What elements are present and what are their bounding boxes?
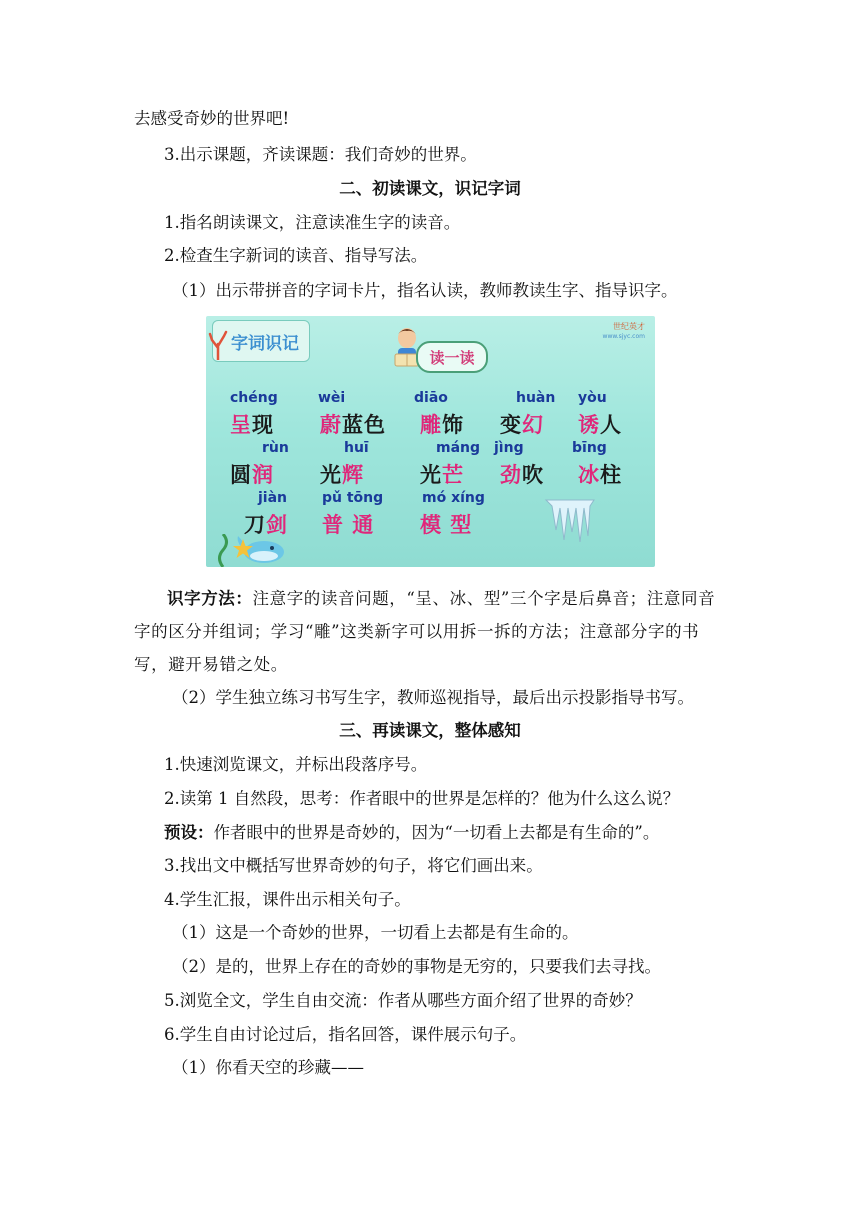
icicle-icon bbox=[544, 496, 596, 546]
text-line: （1）出示带拼音的字词卡片，指名认读，教师教读生字、指导识字。 bbox=[172, 281, 678, 300]
vocab-word: 雕饰 bbox=[420, 412, 464, 437]
pinyin-label: wèi bbox=[318, 390, 346, 406]
preset-text: 作者眼中的世界是奇妙的，因为“一切看上去都是有生命的”。 bbox=[213, 823, 660, 842]
method-label: 识字方法： bbox=[167, 589, 253, 608]
vocab-word: 圆润 bbox=[230, 462, 274, 487]
pinyin-label: bīng bbox=[572, 440, 607, 456]
text-line: （2）学生独立练习书写生字，教师巡视指导，最后出示投影指导书写。 bbox=[172, 688, 694, 707]
pinyin-label: chéng bbox=[230, 390, 278, 406]
pinyin-label: mó xíng bbox=[422, 490, 485, 506]
pinyin-label: jìng bbox=[494, 440, 524, 456]
vocab-word: 光芒 bbox=[420, 462, 464, 487]
text-line: 1.快速浏览课文，并标出段落序号。 bbox=[164, 755, 428, 774]
starfish-icon bbox=[232, 538, 254, 560]
text-line: 6.学生自由讨论过后，指名回答，课件展示句子。 bbox=[164, 1025, 527, 1044]
text-line: 1.指名朗读课文，注意读准生字的读音。 bbox=[164, 213, 461, 232]
section-heading: 三、再读课文，整体感知 bbox=[339, 721, 521, 740]
vocab-word: 蔚蓝色 bbox=[320, 412, 386, 437]
pinyin-label: rùn bbox=[262, 440, 289, 456]
text-line: 4.学生汇报，课件出示相关句子。 bbox=[164, 890, 411, 909]
text-line: （1）你看天空的珍藏—— bbox=[172, 1058, 364, 1077]
read-badge bbox=[416, 341, 488, 373]
brand-logo bbox=[603, 322, 645, 342]
section-heading: 二、初读课文，识记字词 bbox=[339, 179, 521, 198]
text-line: 去感受奇妙的世界吧! bbox=[134, 109, 290, 128]
method-paragraph bbox=[134, 582, 730, 681]
text-line: （1）这是一个奇妙的世界，一切看上去都是有生命的。 bbox=[172, 923, 579, 942]
vocab-word: 刀剑 bbox=[244, 512, 288, 537]
vocab-word: 模 型 bbox=[420, 512, 473, 537]
text-line: 5.浏览全文，学生自由交流：作者从哪些方面介绍了世界的奇妙？ bbox=[164, 991, 642, 1010]
vocab-word: 变幻 bbox=[500, 412, 544, 437]
vocab-word: 冰柱 bbox=[578, 462, 622, 487]
coral-icon bbox=[208, 330, 228, 360]
text-line: 3.出示课题，齐读课题：我们奇妙的世界。 bbox=[164, 145, 477, 164]
read-badge-label: 读一读 bbox=[429, 349, 475, 367]
preset-label: 预设： bbox=[164, 823, 214, 842]
vocab-word: 诱人 bbox=[578, 412, 622, 437]
text-line: 2.读第 1 自然段，思考：作者眼中的世界是怎样的？他为什么这么说？ bbox=[164, 789, 680, 808]
text-line: （2）是的，世界上存在的奇妙的事物是无穷的，只要我们去寻找。 bbox=[172, 957, 661, 976]
slide-title: 字词识记 bbox=[231, 334, 299, 354]
method-text: 注意字的读音问题，“呈、冰、型”三个字是后鼻音；注意同音字的区分并组词；学习“雕”这类新字可以用拆一拆的方法；注意部分字的书写，避开易错之处。 bbox=[134, 589, 716, 674]
text-line: 3.找出文中概括写世界奇妙的句子，将它们画出来。 bbox=[164, 856, 543, 875]
text-line: 2.检查生字新词的读音、指导写法。 bbox=[164, 246, 428, 265]
vocab-word: 劲吹 bbox=[500, 462, 544, 487]
preset-line bbox=[164, 822, 659, 844]
pinyin-label: yòu bbox=[578, 390, 607, 406]
pinyin-label: huī bbox=[344, 440, 369, 456]
vocab-word: 呈现 bbox=[230, 412, 274, 437]
brand-name: 世纪英才 bbox=[613, 322, 645, 331]
pinyin-label: máng bbox=[436, 440, 481, 456]
brand-url: www.sjyc.com bbox=[602, 333, 645, 340]
pinyin-label: huàn bbox=[516, 390, 556, 406]
vocabulary-slide-image bbox=[206, 316, 655, 567]
pinyin-label: diāo bbox=[414, 390, 448, 406]
vocab-word: 光辉 bbox=[320, 462, 364, 487]
pinyin-label: jiàn bbox=[258, 490, 288, 506]
vocab-word: 普 通 bbox=[322, 512, 375, 537]
seaweed-icon bbox=[212, 534, 234, 567]
pinyin-label: pǔ tōng bbox=[322, 490, 384, 506]
